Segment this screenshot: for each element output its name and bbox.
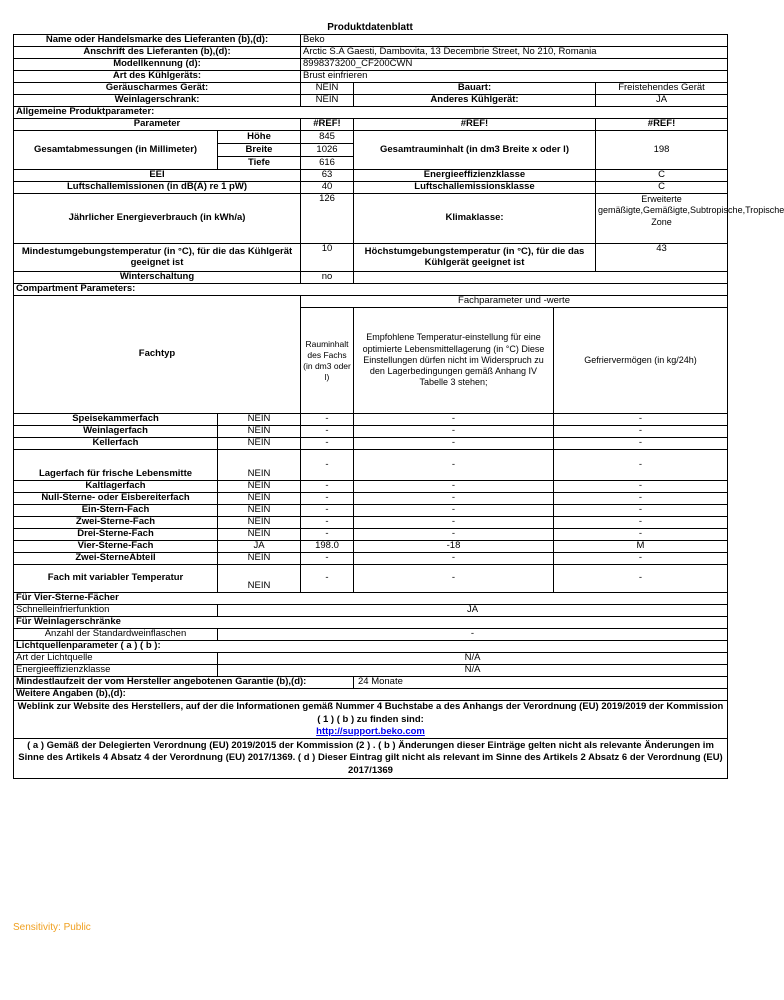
further-info-title: Weitere Angaben (b),(d):: [14, 689, 728, 701]
compartment-defrost: -: [554, 438, 728, 450]
design-type-label: Bauart:: [354, 83, 596, 95]
climate-class-value: Erweiterte gemäßigte,Gemäßigte,Subtropische,Tropische Zone: [596, 194, 728, 244]
compartment-temp: -18: [354, 541, 554, 553]
col-temp-header: Empfohlene Temperatur-einstellung für eine optimierte Lebensmittellagerung (in °C) Diese Einstellungen dürfen nicht im Widerspruch zu den Lagerbedingungen gemäß Anhang IV Tabelle 3 stehen;: [354, 308, 554, 414]
warranty-label: Mindestlaufzeit der vom Hersteller angebotenen Garantie (b),(d):: [14, 677, 354, 689]
width-label: Breite: [218, 144, 301, 157]
low-noise-label: Geräuscharmes Gerät:: [14, 83, 301, 95]
compartment-defrost: -: [554, 493, 728, 505]
other-appliance-value: JA: [596, 95, 728, 107]
depth-value: 616: [301, 157, 354, 170]
height-label: Höhe: [218, 131, 301, 144]
compartment-defrost: -: [554, 529, 728, 541]
supplier-name-value: Beko: [301, 35, 728, 47]
page-title: Produktdatenblatt: [327, 22, 413, 33]
depth-label: Tiefe: [218, 157, 301, 170]
compartment-volume: -: [301, 565, 354, 593]
compartment-present: NEIN: [218, 426, 301, 438]
compartment-section-title: Compartment Parameters:: [14, 284, 728, 296]
compartment-name: Zwei-SterneAbteil: [14, 553, 218, 565]
supplier-name-label: Name oder Handelsmarke des Lieferanten (b),(d):: [14, 35, 301, 47]
total-volume-label: Gesamtrauminhalt (in dm3 Breite x oder l): [354, 131, 596, 170]
compartment-defrost: -: [554, 505, 728, 517]
compartment-name: Kellerfach: [14, 438, 218, 450]
compartment-type-header: Fachtyp: [14, 296, 301, 414]
compartment-present: NEIN: [218, 450, 301, 481]
compartment-volume: -: [301, 450, 354, 481]
light-class-label: Energieeffizienzklasse: [14, 665, 218, 677]
compartment-temp: -: [354, 481, 554, 493]
noise-emission-label: Luftschallemissionen (in dB(A) re 1 pW): [14, 182, 301, 194]
compartment-temp: -: [354, 450, 554, 481]
compartment-defrost: M: [554, 541, 728, 553]
fast-freeze-value: JA: [218, 605, 728, 617]
compartment-volume: -: [301, 493, 354, 505]
compartment-defrost: -: [554, 565, 728, 593]
product-data-table: [13, 34, 784, 779]
support-link[interactable]: http://support.beko.com: [316, 725, 425, 737]
appliance-type-label: Art des Kühlgeräts:: [14, 71, 301, 83]
compartment-present: NEIN: [218, 505, 301, 517]
compartment-temp: -: [354, 438, 554, 450]
energy-class-label: Energieeffizienzklasse: [354, 170, 596, 182]
compartment-volume: -: [301, 505, 354, 517]
wine-bottles-label: Anzahl der Standardweinflaschen: [14, 629, 218, 641]
compartment-present: NEIN: [218, 565, 301, 593]
ref-cell-2: #REF!: [354, 119, 596, 131]
compartment-defrost: -: [554, 481, 728, 493]
noise-emission-value: 40: [301, 182, 354, 194]
min-ambient-temp-value: 10: [301, 244, 354, 272]
warranty-value: 24 Monate: [354, 677, 728, 689]
eei-label: EEI: [14, 170, 301, 182]
compartment-defrost: -: [554, 553, 728, 565]
compartment-name: Null-Sterne- oder Eisbereiterfach: [14, 493, 218, 505]
wine-bottles-value: -: [218, 629, 728, 641]
noise-class-value: C: [596, 182, 728, 194]
empty-cell: [354, 272, 728, 284]
wine-cabinet-label: Weinlagerschrank:: [14, 95, 301, 107]
compartment-temp: -: [354, 529, 554, 541]
compartment-name: Drei-Sterne-Fach: [14, 529, 218, 541]
fast-freeze-label: Schnelleinfrierfunktion: [14, 605, 218, 617]
compartment-name: Fach mit variabler Temperatur: [14, 565, 218, 593]
max-ambient-temp-value: 43: [596, 244, 728, 272]
compartment-name: Zwei-Sterne-Fach: [14, 517, 218, 529]
col-freeze-header: Gefriervermögen (in kg/24h): [554, 308, 728, 414]
compartment-defrost: -: [554, 414, 728, 426]
compartment-temp: -: [354, 553, 554, 565]
total-volume-value: 198: [596, 131, 728, 170]
compartment-name: Vier-Sterne-Fach: [14, 541, 218, 553]
appliance-type-value: Brust einfrieren: [301, 71, 728, 83]
compartment-temp: -: [354, 517, 554, 529]
compartment-defrost: -: [554, 517, 728, 529]
compartment-present: NEIN: [218, 493, 301, 505]
design-type-value: Freistehendes Gerät: [596, 83, 728, 95]
compartment-volume: -: [301, 529, 354, 541]
compartment-temp: -: [354, 505, 554, 517]
compartment-present: NEIN: [218, 517, 301, 529]
sensitivity-label: Sensitivity: Public: [13, 922, 91, 933]
eei-value: 63: [301, 170, 354, 182]
parameter-header: Parameter: [14, 119, 301, 131]
noise-class-label: Luftschallemissionsklasse: [354, 182, 596, 194]
compartment-values-header: Fachparameter und -werte: [301, 296, 728, 308]
model-label: Modellkennung (d):: [14, 59, 301, 71]
ref-cell-3: #REF!: [596, 119, 728, 131]
compartment-name: Lagerfach für frische Lebensmitte: [14, 450, 218, 481]
compartment-name: Speisekammerfach: [14, 414, 218, 426]
winter-switch-value: no: [301, 272, 354, 284]
model-value: 8998373200_CF200CWN: [301, 59, 728, 71]
light-type-label: Art der Lichtquelle: [14, 653, 218, 665]
light-section-title: Lichtquellenparameter ( a ) ( b ):: [14, 641, 728, 653]
annual-energy-label: Jährlicher Energieverbrauch (in kWh/a): [14, 194, 301, 244]
compartment-present: NEIN: [218, 438, 301, 450]
low-noise-value: NEIN: [301, 83, 354, 95]
compartment-name: Ein-Stern-Fach: [14, 505, 218, 517]
compartment-volume: -: [301, 481, 354, 493]
compartment-temp: -: [354, 493, 554, 505]
four-star-section-title: Für Vier-Sterne-Fächer: [14, 593, 728, 605]
compartment-temp: -: [354, 426, 554, 438]
compartment-volume: -: [301, 517, 354, 529]
other-appliance-label: Anderes Kühlgerät:: [354, 95, 596, 107]
col-volume-header: Rauminhalt des Fachs (in dm3 oder l): [301, 308, 354, 414]
max-ambient-temp-label: Höchstumgebungstemperatur (in °C), für die das Kühlgerät geeignet ist: [354, 244, 596, 272]
footnote-text: ( a ) Gemäß der Delegierten Verordnung (EU) 2019/2015 der Kommission (2 ) . ( b ) Änderungen dieser Einträge gelten nicht als relevante Änderungen im Sinne des Artikels 4 Absatz 4 der Verordnung (EU) 2017/1369. ( d ) Dieser Eintrag gilt nicht als relevant im Sinne des Artikels 2 Absatz 6 der Verordnung (EU) 2017/1369: [14, 739, 728, 779]
general-section-title: Allgemeine Produktparameter:: [14, 107, 728, 119]
supplier-address-label: Anschrift des Lieferanten (b),(d):: [14, 47, 301, 59]
compartment-volume: -: [301, 414, 354, 426]
wine-cabinet-value: NEIN: [301, 95, 354, 107]
width-value: 1026: [301, 144, 354, 157]
winter-switch-label: Winterschaltung: [14, 272, 301, 284]
compartment-volume: -: [301, 426, 354, 438]
ref-cell-1: #REF!: [301, 119, 354, 131]
dimensions-label: Gesamtabmessungen (in Millimeter): [14, 131, 218, 170]
compartment-name: Weinlagerfach: [14, 426, 218, 438]
compartment-volume: -: [301, 553, 354, 565]
climate-class-label: Klimaklasse:: [354, 194, 596, 244]
compartment-temp: -: [354, 414, 554, 426]
height-value: 845: [301, 131, 354, 144]
min-ambient-temp-label: Mindestumgebungstemperatur (in °C), für die das Kühlgerät geeignet ist: [14, 244, 301, 272]
compartment-volume: -: [301, 438, 354, 450]
compartment-defrost: -: [554, 450, 728, 481]
weblink-text: Weblink zur Website des Herstellers, auf der die Informationen gemäß Nummer 4 Buchstabe a des Anhangs der Verordnung (EU) 2019/2019 der Kommission ( 1 ) ( b ) zu finden sind:: [17, 701, 724, 725]
compartment-name: Kaltlagerfach: [14, 481, 218, 493]
compartment-present: JA: [218, 541, 301, 553]
wine-section-title: Für Weinlagerschränke: [14, 617, 728, 629]
compartment-present: NEIN: [218, 529, 301, 541]
compartment-present: NEIN: [218, 414, 301, 426]
compartment-temp: -: [354, 565, 554, 593]
light-type-value: N/A: [218, 653, 728, 665]
compartment-present: NEIN: [218, 553, 301, 565]
supplier-address-value: Arctic S.A Gaesti, Dambovita, 13 Decembrie Street, No 210, Romania: [301, 47, 728, 59]
annual-energy-value: 126: [301, 194, 354, 244]
compartment-volume: 198.0: [301, 541, 354, 553]
compartment-present: NEIN: [218, 481, 301, 493]
compartment-defrost: -: [554, 426, 728, 438]
light-class-value: N/A: [218, 665, 728, 677]
energy-class-value: C: [596, 170, 728, 182]
